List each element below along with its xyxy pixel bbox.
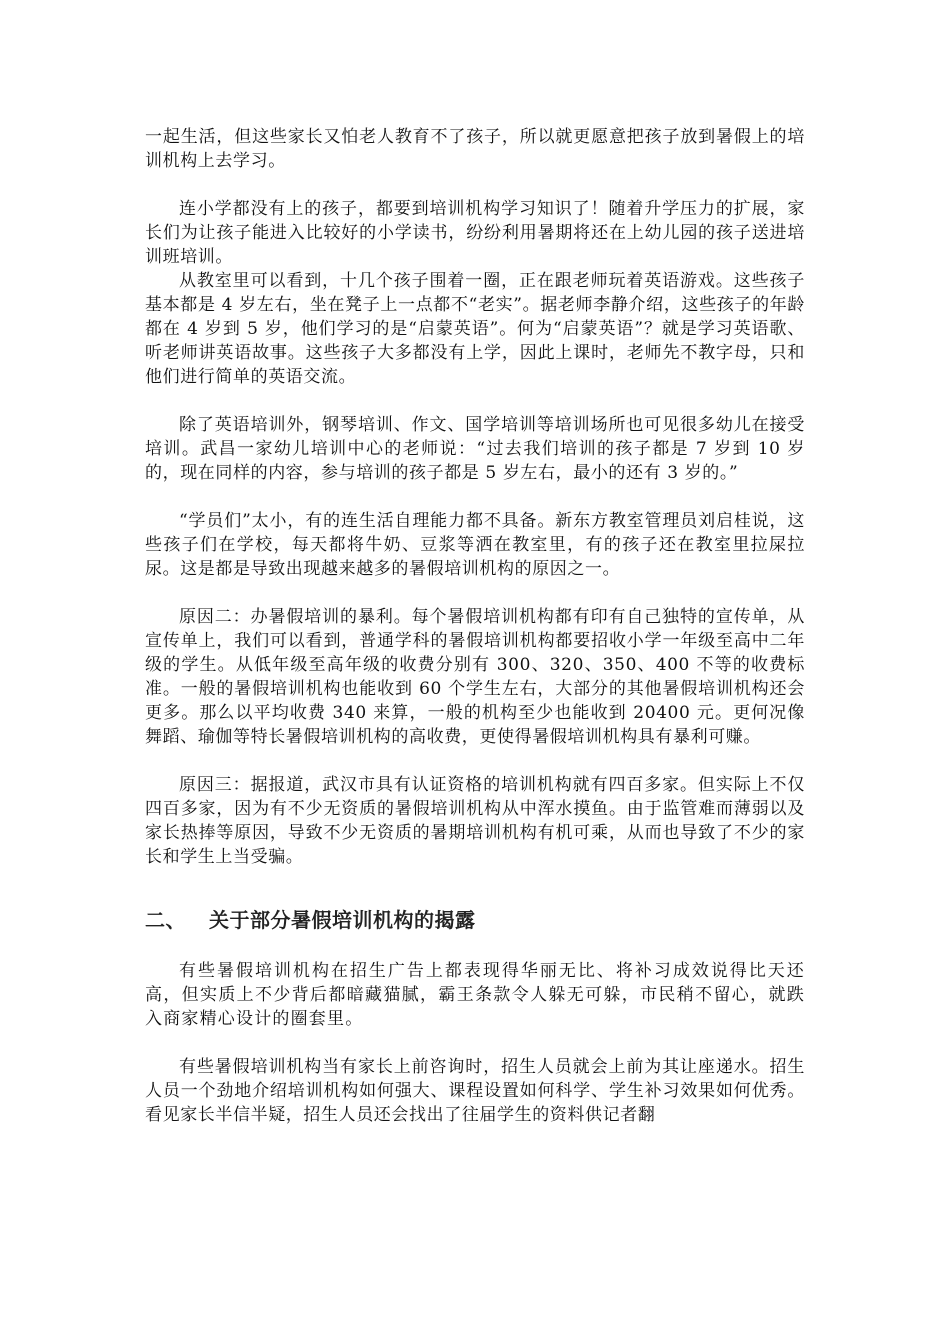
paragraph-advertising: 有些暑假培训机构在招生广告上都表现得华丽无比、将补习成效说得比天还高，但实质上不少背后都暗藏猫腻，霸王条款令人躲无可躲，市民稍不留心，就跌入商家精心设计的圈套里。 <box>145 961 805 1029</box>
paragraph-continuation: 一起生活，但这些家长又怕老人教育不了孩子，所以就更愿意把孩子放到暑假上的培训机构上去学习。 <box>145 127 805 171</box>
paragraph-recruitment: 有些暑假培训机构当有家长上前咨询时，招生人员就会上前为其让座递水。招生人员一个劲地介绍培训机构如何强大、课程设置如何科学、学生补习效果如何优秀。看见家长半信半疑，招生人员还会找出了往届学生的资料供记者翻 <box>145 1057 805 1125</box>
paragraph-english-class: 从教室里可以看到，十几个孩子围着一圈，正在跟老师玩着英语游戏。这些孩子基本都是 4 岁左右，坐在凳子上一点都不“老实”。据老师李静介绍，这些孩子的年龄都在 4 岁到 5 岁，他们学习的是“启蒙英语”。何为“启蒙英语”？就是学习英语歌、听老师讲英语故事。这些孩子大多都没有上学，因此上课时，老师先不教字母，只和他们进行简单的英语交流。 <box>145 271 805 387</box>
paragraph-reason-two: 原因二：办暑假培训的暴利。每个暑假培训机构都有印有自己独特的宣传单，从宣传单上，我们可以看到，普通学科的暑假培训机构都要招收小学一年级至高中二年级的学生。从低年级至高年级的收费分别有 300、320、350、400 不等的收费标准。一般的暑假培训机构也能收到 60 个学生左右，大部分的其他暑假培训机构还会更多。那么以平均收费 340 来算，一般的机构至少也能收到 20400 元。更何况像舞蹈、瑜伽等特长暑假培训机构的高收费，更使得暑假培训机构具有暴利可赚。 <box>145 607 805 747</box>
paragraph-reason-three: 原因三：据报道，武汉市具有认证资格的培训机构就有四百多家。但实际上不仅四百多家，因为有不少无资质的暑假培训机构从中浑水摸鱼。由于监管难而薄弱以及家长热捧等原因，导致不少无资质的暑期培训机构有机可乘，从而也导致了不少的家长和学生上当受骗。 <box>145 775 805 867</box>
section-title: 关于部分暑假培训机构的揭露 <box>209 908 476 932</box>
section-number: 二、 <box>145 908 186 932</box>
paragraph-kindergarten-training: 连小学都没有上的孩子，都要到培训机构学习知识了！随着升学压力的扩展，家长们为让孩子能进入比较好的小学读书，纷纷利用暑期将还在上幼儿园的孩子送进培训班培训。 <box>145 199 805 267</box>
paragraph-young-students: “学员们”太小，有的连生活自理能力都不具备。新东方教室管理员刘启桂说，这些孩子们在学校，每天都将牛奶、豆浆等洒在教室里，有的孩子还在教室里拉屎拉尿。这是都是导致出现越来越多的暑假培训机构的原因之一。 <box>145 511 805 579</box>
document-body <box>145 125 805 1127</box>
section-heading <box>145 905 805 935</box>
paragraph-other-training: 除了英语培训外，钢琴培训、作文、国学培训等培训场所也可见很多幼儿在接受培训。武昌一家幼儿培训中心的老师说：“过去我们培训的孩子都是 7 岁到 10 岁的，现在同样的内容，参与培训的孩子都是 5 岁左右，最小的还有 3 岁的。” <box>145 415 805 483</box>
